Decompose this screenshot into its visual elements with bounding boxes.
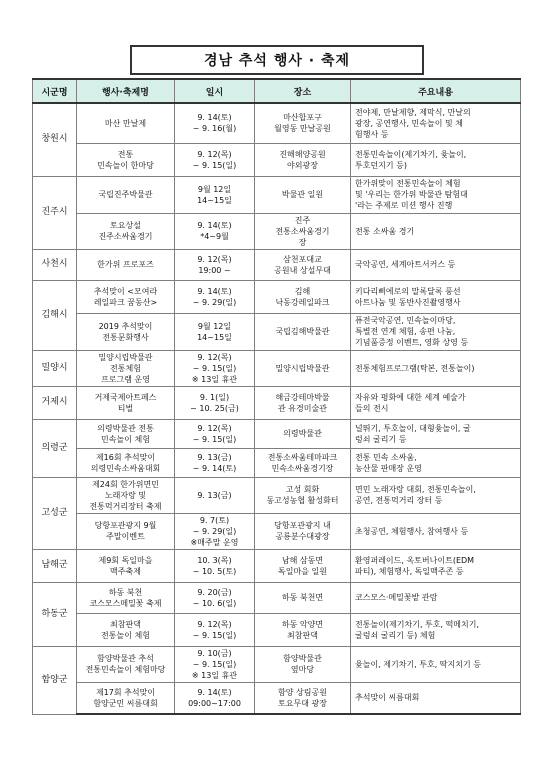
region-cell: 함양군 [33,646,77,714]
header-place: 장소 [255,79,351,103]
content-cell: 자유와 평화에 대한 세계 예술가 들의 전시 [351,386,521,419]
event-name-cell: 제16회 추석맞이 의령민속소싸움대회 [77,448,175,477]
date-cell: 9. 12(목) 19:00 ~ [175,249,255,280]
content-cell: 윷놀이, 제기차기, 투호, 딱지치기 등 [351,646,521,682]
event-name-cell: 밀양시립박물관 전통체험 프로그램 운영 [77,350,175,386]
content-cell: 전통민속놀이(제기차기, 윷놀이, 투호던지기 등) [351,143,521,176]
event-name-cell: 당항포관광지 9월 주말이벤트 [77,513,175,549]
content-cell: 환영퍼레이드, 옥토버나이트(EDM 파티), 체험행사, 독일맥주존 등 [351,549,521,582]
place-cell: 국립김해박물관 [255,313,351,350]
content-cell: 널뛰기, 투호놀이, 대형윷놀이, 굴 렁쇠 굴리기 등 [351,419,521,448]
content-cell: 전통 소싸움 경기 [351,213,521,249]
content-cell: 전통 민속 소싸움, 농산물 판매장 운영 [351,448,521,477]
event-name-cell: 제17회 추석맞이 함양군민 씨름대회 [77,682,175,714]
table-row [33,513,521,549]
content-cell: 전통놀이(제기차기, 투호, 떡메치기, 굴렁쇠 굴리기 등) 체험 [351,613,521,646]
event-name-cell: 국립진주박물관 [77,176,175,213]
table-row [33,682,521,714]
table-row [33,143,521,176]
table-row [33,477,521,513]
date-cell: 9. 14(토) 09:00~17:00 [175,682,255,714]
date-cell: 9. 14(토) ~ 9. 29(일) [175,280,255,313]
place-cell: 전통소싸움테마파크 민속소싸움경기장 [255,448,351,477]
place-cell: 삼천포대교 공원내 상설무대 [255,249,351,280]
region-cell: 창원시 [33,103,77,176]
place-cell: 해금강테마박물 관 유경미술관 [255,386,351,419]
region-cell: 의령군 [33,419,77,477]
date-cell: 9월 12일 14~15일 [175,313,255,350]
date-cell: 9. 12(목) ~ 9. 15(일) ※ 13일 휴관 [175,350,255,386]
event-name-cell: 하동 북천 코스모스메밀꽃 축제 [77,582,175,613]
date-cell: 9. 12(목) ~ 9. 15(일) [175,143,255,176]
region-cell: 남해군 [33,549,77,582]
table-row [33,213,521,249]
events-table [32,78,521,715]
date-cell: 9. 12(목) ~ 9. 15(일) [175,419,255,448]
table-row [33,350,521,386]
content-cell: 초청공연, 체험행사, 참여행사 등 [351,513,521,549]
event-name-cell: 마산 만날제 [77,103,175,143]
date-cell: 9월 12일 14~15일 [175,176,255,213]
place-cell: 김해 낙동강레일파크 [255,280,351,313]
event-name-cell: 추석맞이 <모여라 레일파크 꿈동산> [77,280,175,313]
table-row [33,549,521,582]
table-row [33,646,521,682]
table-row [33,313,521,350]
header-date: 일시 [175,79,255,103]
table-row [33,386,521,419]
date-cell: 9. 20(금) ~ 10. 6(일) [175,582,255,613]
table-row [33,582,521,613]
table-row [33,280,521,313]
table-row [33,176,521,213]
region-cell: 하동군 [33,582,77,646]
content-cell: 키다리삐에로의 말록달록 풍선 아트나눔 및 동반사진촬영행사 [351,280,521,313]
place-cell: 진해해양공원 야외광장 [255,143,351,176]
content-cell: 전야제, 만날제향, 제막식, 만날의 광장, 공연행사, 민속놀이 및 체 험행사 등 [351,103,521,143]
table-body [33,103,521,714]
place-cell: 함양 상림공원 토요무대 광장 [255,682,351,714]
event-name-cell: 함양박물관 추석 전통민속놀이 체험마당 [77,646,175,682]
place-cell: 마산합포구 월영동 만날공원 [255,103,351,143]
date-cell: 9. 14(토) ~ 9. 16(월) [175,103,255,143]
event-name-cell: 의령박물관 전통 민속놀이 체험 [77,419,175,448]
table-row [33,103,521,143]
region-cell: 사천시 [33,249,77,280]
table-row [33,249,521,280]
event-name-cell: 최참판댁 전통놀이 체험 [77,613,175,646]
date-cell: 9. 7(토) ~ 9. 29(일) ※매주말 운영 [175,513,255,549]
date-cell: 9. 10(금) ~ 9. 15(일) ※ 13일 휴관 [175,646,255,682]
event-name-cell: 한가위 프로포즈 [77,249,175,280]
document-title: 경남 추석 행사 · 축제 [203,53,350,69]
content-cell: 추석맞이 씨름대회 [351,682,521,714]
place-cell: 하동 악양면 최참판댁 [255,613,351,646]
date-cell: 9. 14(토) *4~9월 [175,213,255,249]
region-cell: 거제시 [33,386,77,419]
place-cell: 밀양시립박물관 [255,350,351,386]
table-row [33,613,521,646]
content-cell: 면민 노래자랑 대회, 전통민속놀이, 공연, 전통먹거리 장터 등 [351,477,521,513]
event-name-cell: 2019 추석맞이 전통문화행사 [77,313,175,350]
content-cell: 퓨전국악공연, 민속놀이마당, 특별전 연계 체험, 송편 나눔, 기념품증정 이벤트, 영화 상영 등 [351,313,521,350]
event-name-cell: 거제국제아트페스 티벌 [77,386,175,419]
event-name-cell: 제9회 독일마을 맥주축제 [77,549,175,582]
header-event-name: 행사·축제명 [77,79,175,103]
date-cell: 9. 12(목) ~ 9. 15(일) [175,613,255,646]
event-name-cell: 제24회 한가위면민 노래자랑 및 전통먹거리장터 축제 [77,477,175,513]
place-cell: 진주 전통소싸움경기 장 [255,213,351,249]
header-region: 시군명 [33,79,77,103]
place-cell: 의령박물관 [255,419,351,448]
event-name-cell: 전통 민속놀이 한마당 [77,143,175,176]
region-cell: 김해시 [33,280,77,350]
content-cell: 국악공연, 세계아트서커스 등 [351,249,521,280]
place-cell: 박물관 일원 [255,176,351,213]
event-name-cell: 토요상설 진주소싸움경기 [77,213,175,249]
region-cell: 밀양시 [33,350,77,386]
content-cell: 코스모스·메밀꽃밭 관람 [351,582,521,613]
table-row [33,419,521,448]
table-row [33,448,521,477]
place-cell: 하동 북천면 [255,582,351,613]
content-cell: 한가위맞이 전통민속놀이 체험 및 '우리는 한가위 박물관 탐험대 '라는 주제로 미션 행사 진행 [351,176,521,213]
place-cell: 당항포관광지 내 공룡분수대광장 [255,513,351,549]
place-cell: 고성 회화 동고성농협 활성화터 [255,477,351,513]
date-cell: 9. 1(일) ~ 10. 25(금) [175,386,255,419]
date-cell: 9. 13(금) ~ 9. 14(토) [175,448,255,477]
region-cell: 진주시 [33,176,77,249]
date-cell: 9. 13(금) [175,477,255,513]
region-cell: 고성군 [33,477,77,549]
place-cell: 남해 삼동면 독일마을 일원 [255,549,351,582]
content-cell: 전통체험프로그램(탁본, 전통놀이) [351,350,521,386]
document-title-box [130,45,424,75]
header-content: 주요내용 [351,79,521,103]
date-cell: 10. 3(목) ~ 10. 5(토) [175,549,255,582]
place-cell: 함양박물관 옆마당 [255,646,351,682]
table-header-row [33,79,521,103]
